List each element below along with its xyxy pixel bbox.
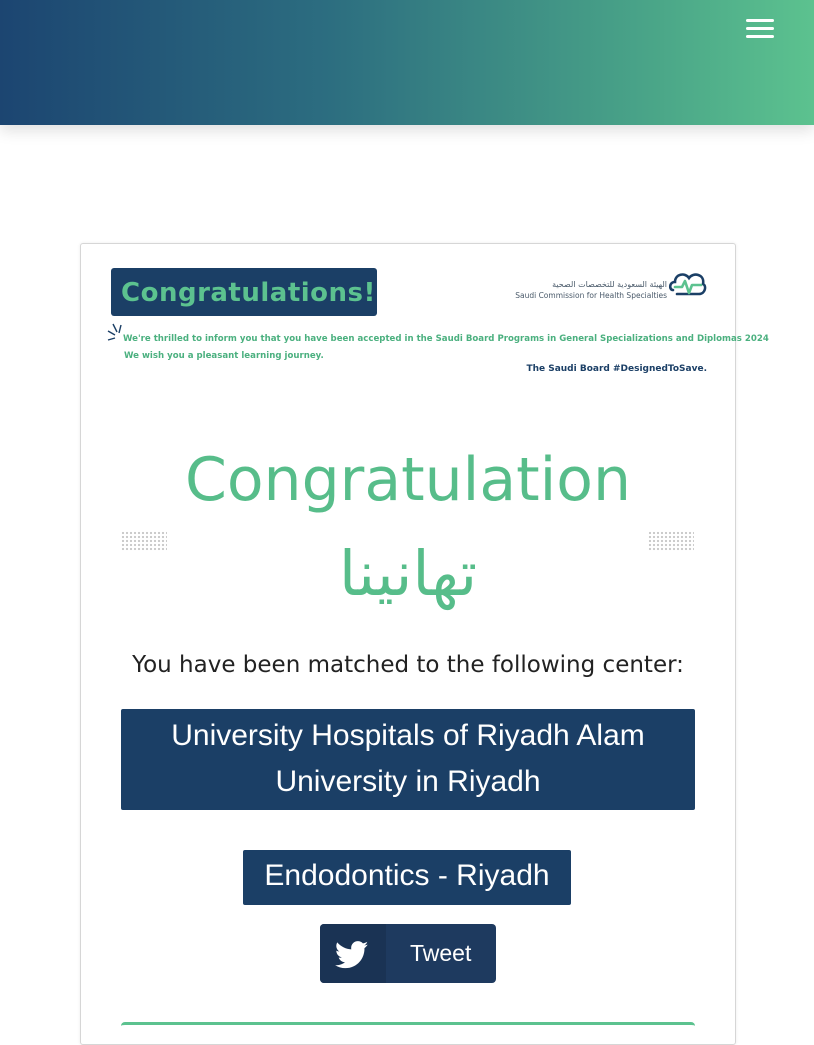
org-name-arabic: الهيئة السعودية للتخصصات الصحية [552,280,667,289]
twitter-bird-icon [335,941,369,969]
congratulation-heading: Congratulation [184,445,632,515]
congratulations-banner [81,244,769,394]
acceptance-message: We're thrilled to inform you that you have been accepted in the Saudi Board Programs in General Specializations and Diplomas 2024 [123,334,769,344]
hamburger-menu-button[interactable] [740,14,780,44]
acceptance-card [80,243,769,1045]
wish-message: We wish you a pleasant learning journey. [124,351,324,361]
org-name-english: Saudi Commission for Health Specialties [515,291,667,300]
menu-bar-icon [746,35,774,38]
menu-bar-icon [746,19,774,22]
matched-center-name: University Hospitals of Riyadh Alam University in Riyadh [121,709,695,810]
board-slogan: The Saudi Board #DesignedToSave. [526,364,707,374]
tweet-button-label: Tweet [410,940,472,966]
menu-bar-icon [746,27,774,30]
congratulation-heading-arabic: تهانينا [338,537,478,610]
matched-center-text: You have been matched to the following center: [132,652,684,678]
tweet-button[interactable] [320,924,496,983]
scfhs-logo-icon [667,268,709,302]
specialty-name: Endodontics - Riyadh [243,850,571,905]
top-header-bar [0,0,814,125]
banner-title: Congratulations! [111,268,377,316]
tweet-icon-container [320,924,386,983]
